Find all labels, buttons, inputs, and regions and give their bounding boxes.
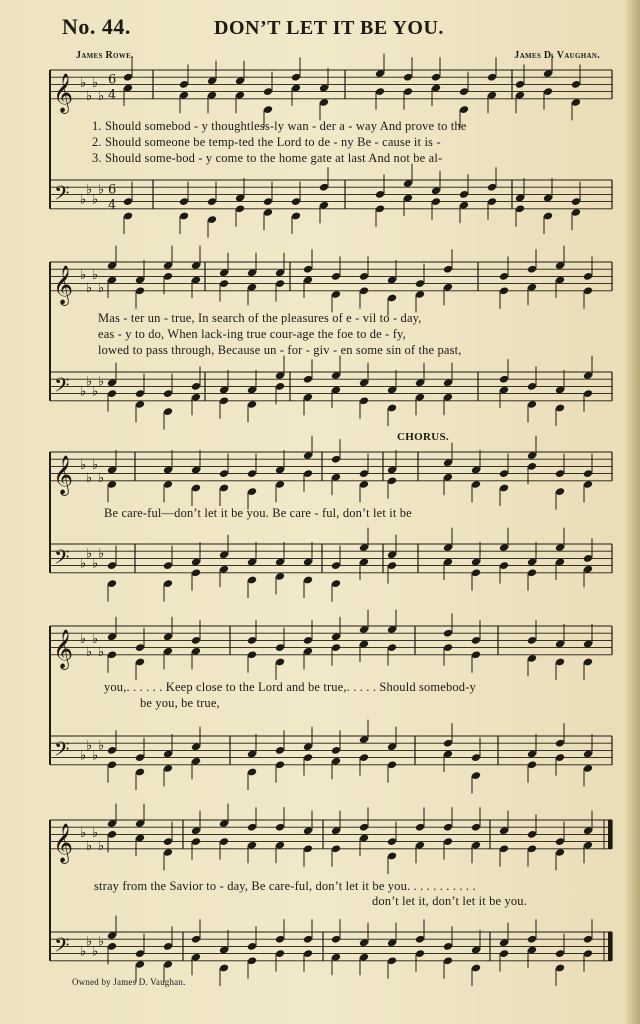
flat-icon: ♭	[86, 182, 93, 198]
lyric-line: lowed to pass through, Because un - for - giv - en some sin of the past,	[98, 343, 462, 357]
lyric-line: don’t let it, don’t let it be you.	[372, 894, 527, 908]
ownership-footer: Owned by James D. Vaughan.	[72, 977, 186, 987]
flat-icon: ♭	[92, 75, 99, 91]
flat-icon: ♭	[80, 457, 87, 473]
treble-clef-icon: 𝄞	[53, 264, 74, 305]
hymn-number: No. 44.	[62, 14, 131, 39]
flat-icon: ♭	[86, 470, 93, 486]
time-signature-bottom: 4	[108, 87, 117, 103]
flat-icon: ♭	[80, 748, 87, 764]
flat-icon: ♭	[92, 631, 99, 647]
hymn-title: DON’T LET IT BE YOU.	[214, 17, 444, 39]
time-signature-top: 6	[108, 72, 117, 88]
flat-icon: ♭	[86, 546, 93, 562]
flat-icon: ♭	[80, 556, 87, 572]
flat-icon: ♭	[92, 944, 99, 960]
bass-clef-icon: 𝄢	[54, 933, 70, 962]
flat-icon: ♭	[98, 738, 105, 754]
flat-icon: ♭	[86, 644, 93, 660]
flat-icon: ♭	[80, 192, 87, 208]
flat-icon: ♭	[80, 825, 87, 841]
bass-clef-icon: 𝄢	[54, 373, 70, 402]
lyric-line: you,. . . . . . Keep close to the Lord and be true,. . . . . Should somebod-y	[104, 680, 476, 694]
lyric-line: eas - y to do, When lack-ing true cour-age the foe to de - fy,	[98, 327, 406, 341]
final-barline	[608, 932, 612, 961]
flat-icon: ♭	[86, 280, 93, 296]
bass-clef-icon: 𝄢	[54, 545, 70, 574]
flat-icon: ♭	[80, 944, 87, 960]
treble-clef-icon: 𝄞	[53, 822, 74, 863]
lyricist-credit: James Rowe.	[76, 50, 134, 61]
treble-clef-icon: 𝄞	[53, 628, 74, 669]
flat-icon: ♭	[98, 374, 105, 390]
flat-icon: ♭	[86, 934, 93, 950]
composer-credit: James D. Vaughan.	[514, 50, 600, 61]
flat-icon: ♭	[86, 838, 93, 854]
flat-icon: ♭	[92, 825, 99, 841]
lyric-line: 1. Should somebod - y thoughtless-ly wan - der a - way And prove to the	[92, 119, 467, 133]
bass-clef-icon: 𝄢	[54, 181, 70, 210]
flat-icon: ♭	[80, 384, 87, 400]
flat-icon: ♭	[98, 88, 105, 104]
treble-clef-icon: 𝄞	[53, 454, 74, 495]
lyric-line: 2. Should someone be temp-ted the Lord to de - ny Be - cause it is -	[92, 135, 441, 149]
bass-clef-icon: 𝄢	[54, 737, 70, 766]
flat-icon: ♭	[98, 546, 105, 562]
flat-icon: ♭	[98, 182, 105, 198]
lyric-line: stray from the Savior to - day, Be care-ful, don’t let it be you. . . . . . . . . . .	[94, 879, 476, 893]
flat-icon: ♭	[92, 457, 99, 473]
flat-icon: ♭	[98, 644, 105, 660]
final-barline	[608, 820, 612, 849]
chorus-label: CHORUS.	[397, 431, 449, 443]
flat-icon: ♭	[92, 556, 99, 572]
lyric-line: Be care-ful—don’t let it be you. Be care - ful, don’t let it be	[104, 506, 412, 520]
flat-icon: ♭	[92, 748, 99, 764]
flat-icon: ♭	[86, 374, 93, 390]
flat-icon: ♭	[98, 280, 105, 296]
lyric-line: 3. Should some-bod - y come to the home gate at last And not be al-	[92, 151, 443, 165]
flat-icon: ♭	[98, 934, 105, 950]
flat-icon: ♭	[98, 470, 105, 486]
flat-icon: ♭	[92, 192, 99, 208]
lyric-line: be you, be true,	[140, 696, 220, 710]
flat-icon: ♭	[80, 267, 87, 283]
lyric-line: Mas - ter un - true, In search of the pleasures of e - vil to - day,	[98, 311, 422, 325]
flat-icon: ♭	[80, 631, 87, 647]
flat-icon: ♭	[98, 838, 105, 854]
time-signature-top: 6	[108, 182, 117, 198]
flat-icon: ♭	[92, 384, 99, 400]
flat-icon: ♭	[86, 88, 93, 104]
flat-icon: ♭	[86, 738, 93, 754]
time-signature-bottom: 4	[108, 197, 117, 213]
flat-icon: ♭	[92, 267, 99, 283]
treble-clef-icon: 𝄞	[53, 72, 74, 113]
flat-icon: ♭	[80, 75, 87, 91]
